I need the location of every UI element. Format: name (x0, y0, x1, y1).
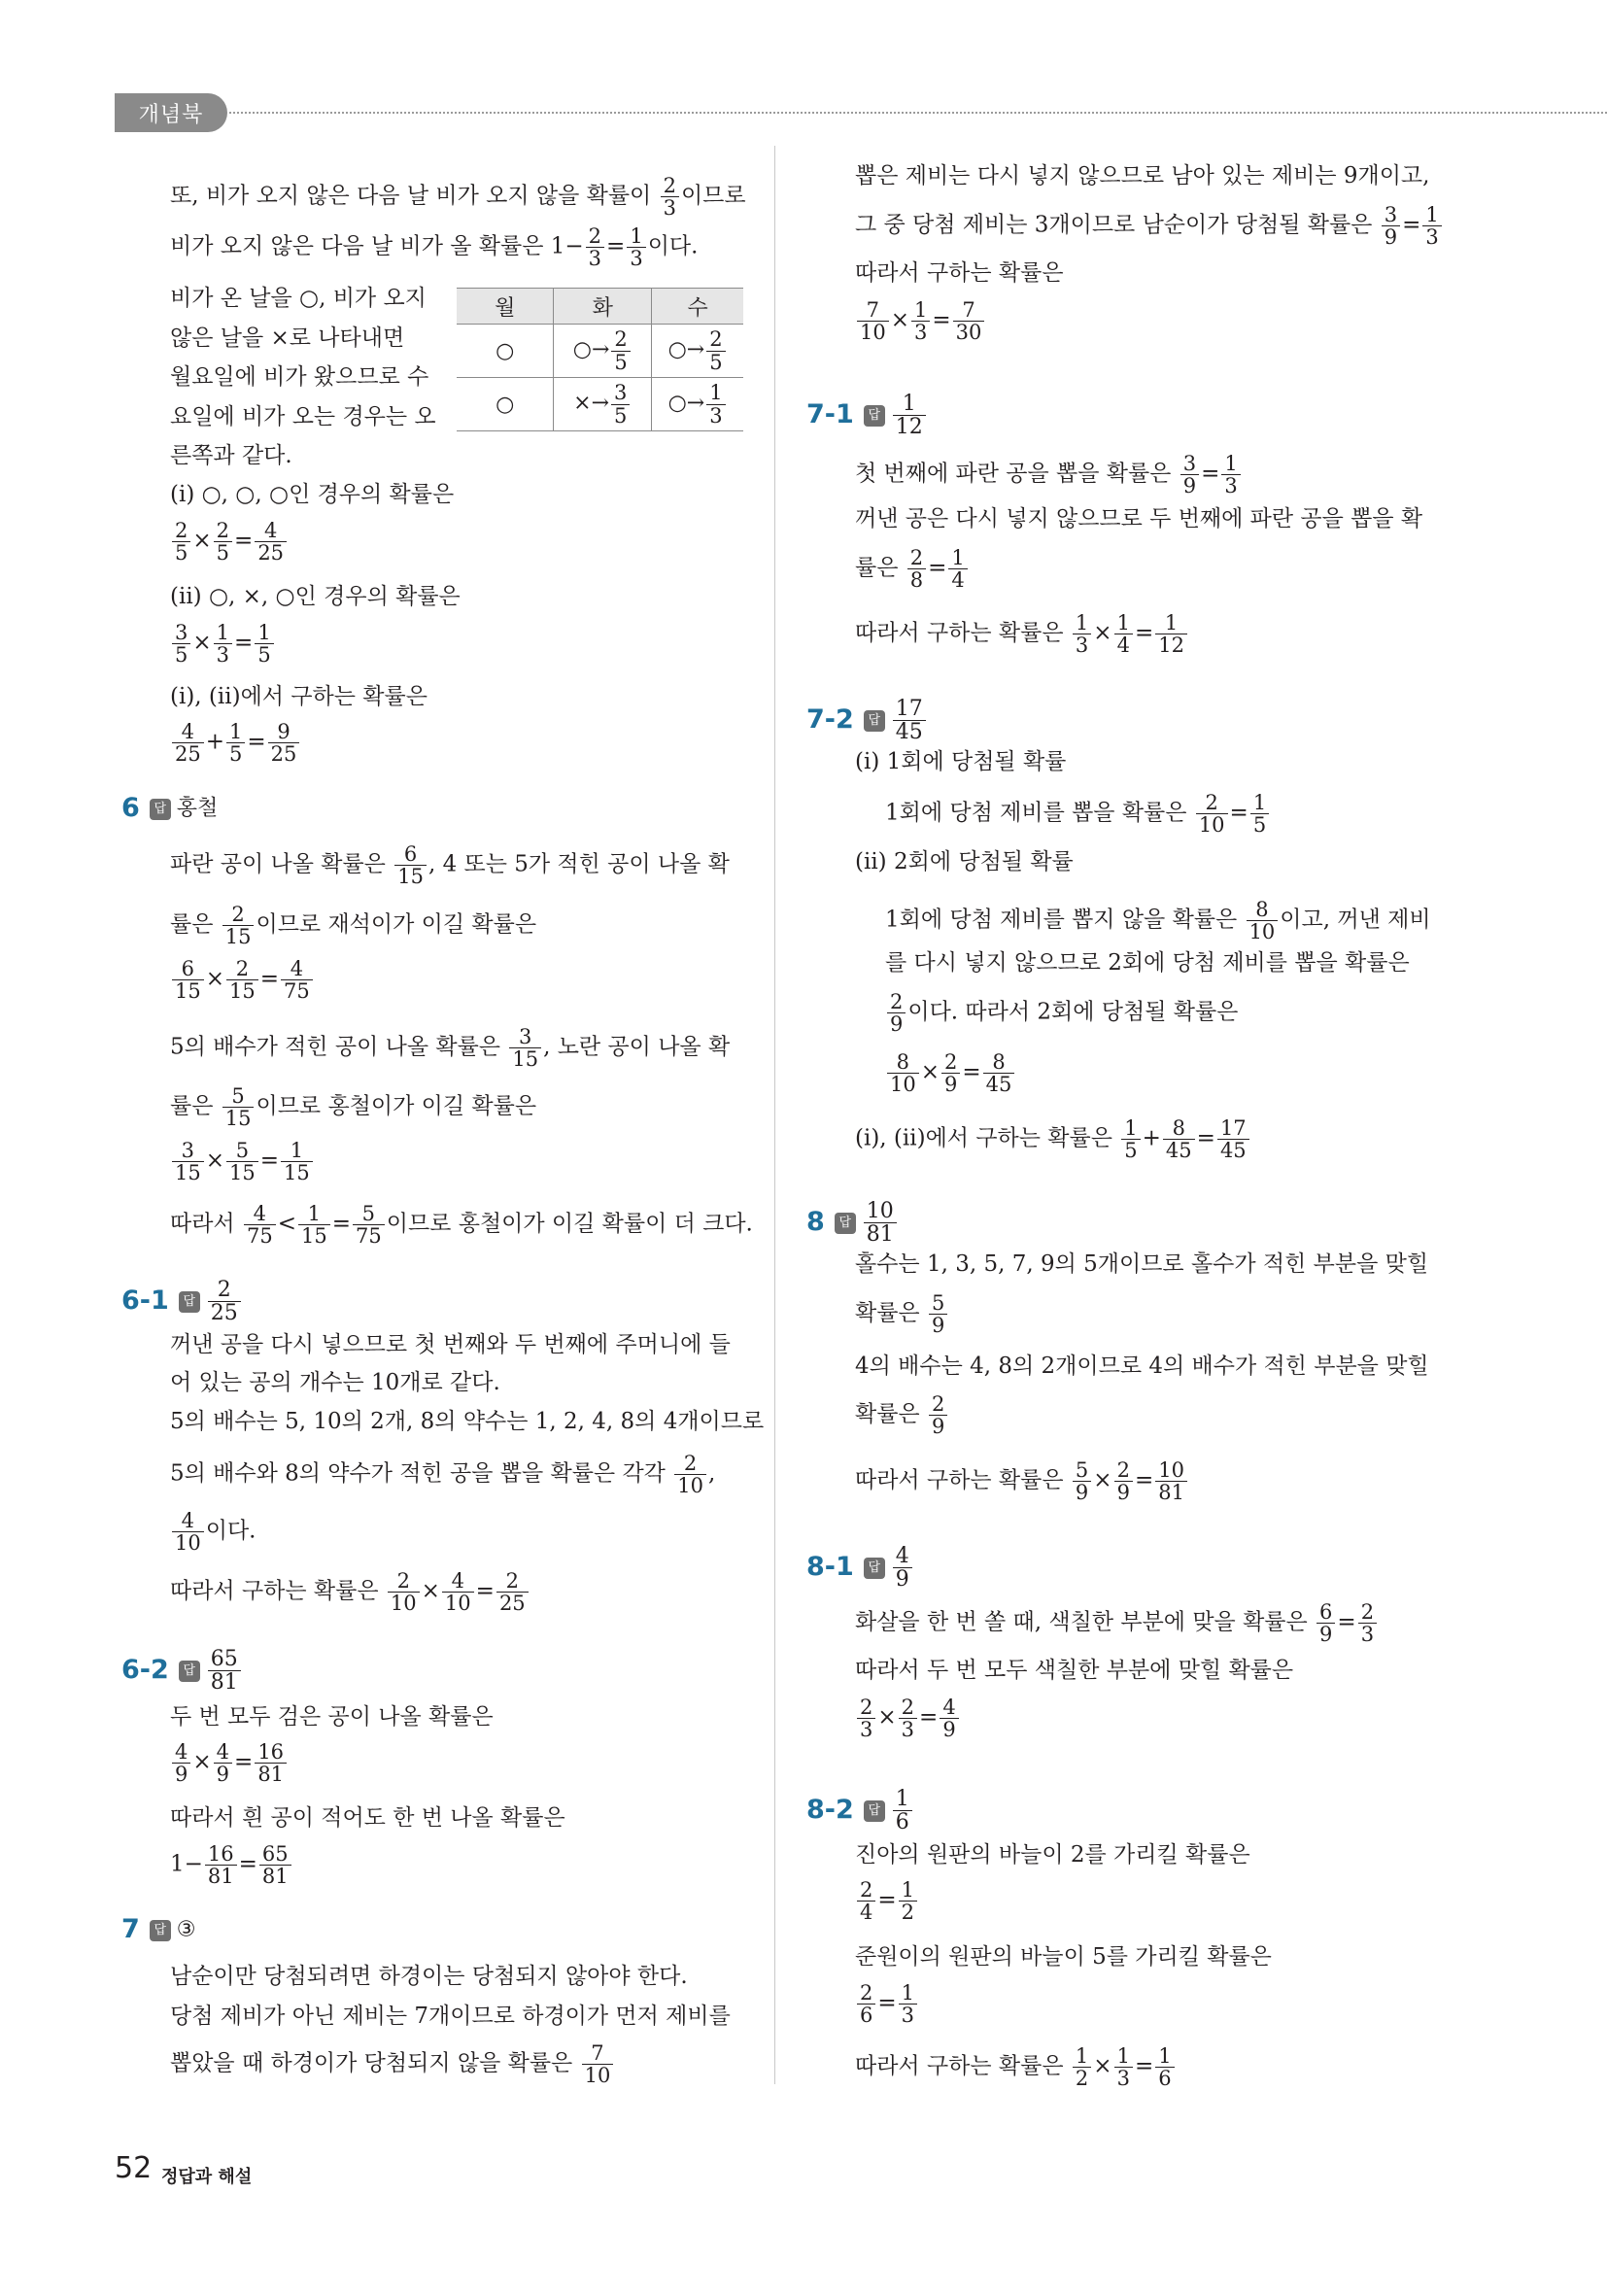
text-line: 따라서 구하는 확률은 $\frac{5}{9}$ × $\frac{2}{9}$ = $\frac{10}{81}$ (855, 1459, 1189, 1503)
answer-tag: 답 (179, 1661, 200, 1682)
text-line: 요일에 비가 오는 경우는 오 (170, 404, 436, 429)
footer-section: 정답과 해설 (161, 2167, 253, 2187)
answer-value: $\frac{2}{25}$ (208, 1279, 241, 1324)
text-line: 따라서 구하는 확률은 $\frac{1}{2}$ × $\frac{1}{3}$ = $\frac{1}{6}$ (855, 2045, 1177, 2089)
answer-value: $\frac{4}{9}$ (893, 1545, 912, 1591)
header-divider (229, 112, 1607, 114)
text-line: 뽑은 제비는 다시 넣지 않으므로 남아 있는 제비는 9개이고, (855, 163, 1430, 188)
text-line: (ⅰ) 1회에 당첨될 확률 (855, 749, 1067, 774)
math-line: $\frac{6}{15}$ × $\frac{2}{15}$ = $\frac{4}{75}$ (170, 958, 315, 1002)
text-line: 또, 비가 오지 않은 다음 날 비가 오지 않을 확률이 $\frac{2}{3}$ 이므로 (170, 174, 746, 221)
table-header: 월 (457, 289, 554, 325)
question-number: 8 답 $\frac{10}{81}$ (806, 1200, 899, 1246)
text-line: 비가 오지 않은 다음 날 비가 올 확률은 1− $\frac{2}{3}$ = $\frac{1}{3}$ 이다. (170, 224, 699, 271)
question-number: 7 답 ③ (121, 1914, 196, 1944)
math-line: $\frac{7}{10}$ × $\frac{1}{3}$ = $\frac{7}{30}$ (855, 299, 986, 343)
text-line: 확률은 $\frac{2}{9}$ (855, 1393, 949, 1437)
table-cell: ○→ $\frac{1}{3}$ (652, 378, 743, 431)
answer-value: ③ (176, 1917, 196, 1942)
text-line: 꺼낸 공을 다시 넣으므로 첫 번째와 두 번째에 주머니에 들 (170, 1332, 731, 1357)
text-line: $\frac{4}{10}$ 이다. (170, 1510, 256, 1554)
text-line: 따라서 흰 공이 적어도 한 번 나올 확률은 (170, 1805, 565, 1831)
text-line: 따라서 구하는 확률은 $\frac{1}{3}$ × $\frac{1}{4}$ = $\frac{1}{12}$ (855, 612, 1189, 656)
text-line: 1회에 당첨 제비를 뽑을 확률은 $\frac{2}{10}$ = $\frac{1}{5}$ (885, 792, 1271, 836)
text-line: 른쪽과 같다. (170, 443, 292, 468)
fraction: $\frac{2}{3}$ (661, 175, 679, 219)
text-line: 5의 배수와 8의 약수가 적힌 공을 뽑을 확률은 각각 $\frac{2}{10}$ , (170, 1452, 716, 1498)
text-line: 파란 공이 나올 확률은 $\frac{6}{15}$ , 4 또는 5가 적힌 공이 나올 확 (170, 842, 730, 889)
math-line: $\frac{2}{3}$ × $\frac{2}{3}$ = $\frac{4}{9}$ (855, 1696, 961, 1740)
table-cell: ×→ $\frac{3}{5}$ (554, 378, 652, 431)
text-line: 률은 $\frac{2}{8}$ = $\frac{1}{4}$ (855, 547, 970, 591)
text-line: 1회에 당첨 제비를 뽑지 않을 확률은 $\frac{8}{10}$ 이고, 꺼낸 제비 (885, 898, 1431, 944)
text-line: 확률은 $\frac{5}{9}$ (855, 1292, 949, 1336)
fraction: $\frac{2}{3}$ (586, 225, 604, 269)
math-line: $\frac{4}{9}$ × $\frac{4}{9}$ = $\frac{16}{81}$ (170, 1741, 289, 1785)
text-line: 홀수는 1, 3, 5, 7, 9의 5개이므로 홀수가 적힌 부분을 맞힐 (855, 1251, 1429, 1277)
math-line: $\frac{2}{6}$ = $\frac{1}{3}$ (855, 1982, 919, 2026)
math-line: $\frac{2}{5}$ × $\frac{2}{5}$ = $\frac{4}{25}$ (170, 520, 289, 564)
math-line: $\frac{3}{5}$ × $\frac{1}{3}$ = $\frac{1}{5}$ (170, 622, 276, 666)
table-header-row (457, 289, 743, 325)
question-number: 7-2 답 $\frac{17}{45}$ (806, 698, 928, 743)
answer-value: $\frac{65}{81}$ (208, 1648, 241, 1694)
text-line: (ⅱ) 2회에 당첨될 확률 (855, 849, 1074, 874)
fraction: $\frac{1}{3}$ (627, 225, 645, 269)
page-number: 52 (115, 2151, 153, 2185)
text-line: 월요일에 비가 왔으므로 수 (170, 364, 429, 390)
math-line: $\frac{4}{25}$ + $\frac{1}{5}$ = $\frac{9}{25}$ (170, 721, 301, 765)
answer-tag: 답 (864, 405, 885, 427)
math-line: 1− $\frac{16}{81}$ = $\frac{65}{81}$ (170, 1843, 293, 1887)
text-line: (ⅰ) ○, ○, ○인 경우의 확률은 (170, 482, 455, 507)
math-line: $\frac{8}{10}$ × $\frac{2}{9}$ = $\frac{8}{45}$ (885, 1051, 1016, 1095)
text-line: 어 있는 공의 개수는 10개로 같다. (170, 1370, 500, 1395)
table-row (457, 325, 743, 378)
text-line: 따라서 구하는 확률은 $\frac{2}{10}$ × $\frac{4}{10}$ = $\frac{2}{25}$ (170, 1570, 530, 1614)
text-line: (ⅰ), (ⅱ)에서 구하는 확률은 (170, 684, 427, 709)
text-line: 당첨 제비가 아닌 제비는 7개이므로 하경이가 먼저 제비를 (170, 2004, 731, 2029)
text-line: 따라서 두 번 모두 색칠한 부분에 맞힐 확률은 (855, 1658, 1294, 1683)
question-number: 6-2 답 $\frac{65}{81}$ (121, 1648, 243, 1694)
table-cell: ○ (457, 325, 554, 378)
text-line: 두 번 모두 검은 공이 나올 확률은 (170, 1704, 494, 1730)
text-line: 그 중 당첨 제비는 3개이므로 남순이가 당첨될 확률은 $\frac{3}{9}$ = $\frac{1}{3}$ (855, 204, 1444, 248)
text-line: 따라서 $\frac{4}{75}$ < $\frac{1}{15}$ = $\frac{5}{75}$ 이므로 홍철이가 이길 확률이 더 크다. (170, 1202, 753, 1249)
text-line: $\frac{2}{9}$ 이다. 따라서 2회에 당첨될 확률은 (885, 991, 1238, 1035)
answer-tag: 답 (150, 1920, 171, 1941)
table-cell: ○ (457, 378, 554, 431)
text-line: 않은 날을 ×로 나타내면 (170, 326, 405, 351)
answer-tag: 답 (835, 1213, 856, 1234)
text-line: 를 다시 넣지 않으므로 2회에 당첨 제비를 뽑을 확률은 (885, 950, 1410, 976)
answer-value: $\frac{10}{81}$ (864, 1200, 897, 1246)
weather-table (457, 288, 743, 431)
text-line: (ⅰ), (ⅱ)에서 구하는 확률은 $\frac{1}{5}$ + $\frac{8}{45}$ = $\frac{17}{45}$ (855, 1117, 1251, 1161)
table-cell: ○→ $\frac{2}{5}$ (554, 325, 652, 378)
table-row (457, 378, 743, 431)
text-line: 뽑았을 때 하경이가 당첨되지 않을 확률은 $\frac{7}{10}$ (170, 2042, 615, 2086)
text-line: 따라서 구하는 확률은 (855, 260, 1064, 286)
answer-tag: 답 (179, 1291, 200, 1313)
answer-tag: 답 (864, 710, 885, 732)
section-tab: 개념북 (115, 93, 227, 132)
text-line: 4의 배수는 4, 8의 2개이므로 4의 배수가 적힌 부분을 맞힐 (855, 1354, 1429, 1379)
text-line: 률은 $\frac{5}{15}$ 이므로 홍철이가 이길 확률은 (170, 1084, 537, 1131)
answer-tag: 답 (864, 1800, 885, 1822)
text-line: 5의 배수는 5, 10의 2개, 8의 약수는 1, 2, 4, 8의 4개이므로 (170, 1409, 765, 1434)
column-divider (774, 146, 775, 2084)
question-number: 7-1 답 $\frac{1}{12}$ (806, 393, 928, 438)
text-line: 첫 번째에 파란 공을 뽑을 확률은 $\frac{3}{9}$ = $\frac{1}{3}$ (855, 453, 1243, 497)
text-line: 남순이만 당첨되려면 하경이는 당첨되지 않아야 한다. (170, 1964, 688, 1989)
question-number: 8-2 답 $\frac{1}{6}$ (806, 1788, 914, 1833)
text-line: 진아의 원판의 바늘이 2를 가리킬 확률은 (855, 1842, 1250, 1868)
answer-value: $\frac{1}{12}$ (893, 393, 926, 438)
table-cell: ○→ $\frac{2}{5}$ (652, 325, 743, 378)
table-header: 수 (652, 289, 743, 325)
answer-value: $\frac{1}{6}$ (893, 1788, 912, 1833)
text-line: 화살을 한 번 쏠 때, 색칠한 부분에 맞을 확률은 $\frac{6}{9}$ = $\frac{2}{3}$ (855, 1601, 1379, 1645)
math-line: $\frac{2}{4}$ = $\frac{1}{2}$ (855, 1879, 919, 1923)
question-number: 8-1 답 $\frac{4}{9}$ (806, 1545, 914, 1591)
text-line: 비가 온 날을 ○, 비가 오지 (170, 286, 427, 311)
question-number: 6 답 홍철 (121, 793, 219, 823)
text-line: (ⅱ) ○, ×, ○인 경우의 확률은 (170, 584, 461, 609)
text-line: 준원이의 원판의 바늘이 5를 가리킬 확률은 (855, 1944, 1272, 1970)
text-line: 률은 $\frac{2}{15}$ 이므로 재석이가 이길 확률은 (170, 903, 537, 949)
text-line: 꺼낸 공은 다시 넣지 않으므로 두 번째에 파란 공을 뽑을 확 (855, 506, 1423, 531)
answer-value: $\frac{17}{45}$ (893, 698, 926, 743)
answer-tag: 답 (150, 799, 171, 820)
question-number: 6-1 답 $\frac{2}{25}$ (121, 1279, 243, 1324)
text-line: 5의 배수가 적힌 공이 나올 확률은 $\frac{3}{15}$ , 노란 공이 나올 확 (170, 1025, 731, 1072)
answer-value: 홍철 (176, 796, 219, 821)
answer-tag: 답 (864, 1558, 885, 1579)
math-line: $\frac{3}{15}$ × $\frac{5}{15}$ = $\frac{1}{15}$ (170, 1140, 315, 1183)
table-header: 화 (554, 289, 652, 325)
